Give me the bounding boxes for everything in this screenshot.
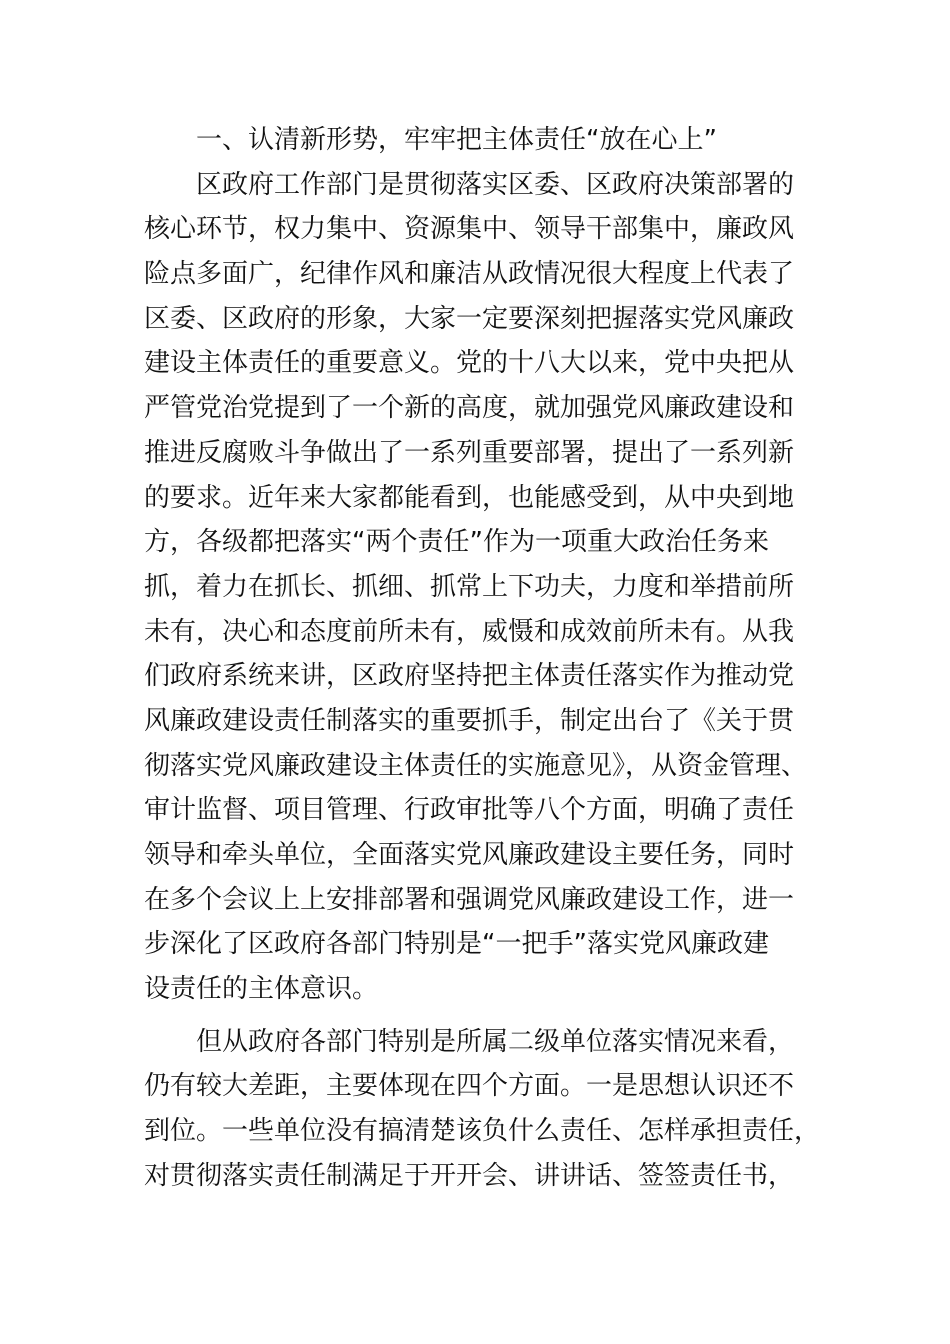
paragraph-line: 设责任的主体意识。 <box>144 974 379 1005</box>
paragraph-line: 领导和牵头单位，全面落实党风廉政建设主要任务，同时 <box>144 840 795 870</box>
paragraph-line: 区政府工作部门是贯彻落实区委、区政府决策部署的 <box>196 169 795 200</box>
paragraph-line: 步深化了区政府各部门特别是“一把手”落实党风廉政建 <box>144 929 769 960</box>
paragraph-line: 彻落实党风廉政建设主体责任的实施意见》，从资金管理、 <box>144 750 808 781</box>
paragraph-line: 未有，决心和态度前所未有，威慑和成效前所未有。从我 <box>144 616 795 647</box>
paragraph-line: 到位。一些单位没有搞清楚该负什么责任、怎样承担责任， <box>144 1116 821 1147</box>
paragraph-line: 区委、区政府的形象，大家一定要深刻把握落实党风廉政 <box>144 303 795 334</box>
paragraph-line: 们政府系统来讲，区政府坚持把主体责任落实作为推动党 <box>144 661 795 692</box>
paragraph-line: 审计监督、项目管理、行政审批等八个方面，明确了责任 <box>144 795 795 826</box>
paragraph-line: 对贯彻落实责任制满足于开开会、讲讲话、签签责任书， <box>144 1160 795 1191</box>
paragraph-line: 在多个会议上上安排部署和强调党风廉政建设工作，进一 <box>144 884 795 915</box>
section-heading: 一、认清新形势，牢牢把主体责任“放在心上” <box>196 125 717 155</box>
paragraph-line: 但从政府各部门特别是所属二级单位落实情况来看， <box>196 1026 795 1057</box>
paragraph-line: 严管党治党提到了一个新的高度，就加强党风廉政建设和 <box>144 393 795 424</box>
paragraph-2 <box>144 1020 824 1199</box>
paragraph-line: 推进反腐败斗争做出了一系列重要部署，提出了一系列新 <box>144 437 795 468</box>
paragraph-line: 风廉政建设责任制落实的重要抓手，制定出台了《关于贯 <box>144 705 795 736</box>
paragraph-line: 核心环节，权力集中、资源集中、领导干部集中，廉政风 <box>144 214 795 245</box>
paragraph-line: 抓，着力在抓长、抓细、抓常上下功夫，力度和举措前所 <box>144 571 795 602</box>
paragraph-line: 方，各级都把落实“两个责任”作为一项重大政治任务来 <box>144 527 769 558</box>
paragraph-line: 的要求。近年来大家都能看到，也能感受到，从中央到地 <box>144 482 795 513</box>
paragraph-1 <box>144 163 824 1012</box>
paragraph-line: 险点多面广，纪律作风和廉洁从政情况很大程度上代表了 <box>144 259 795 290</box>
paragraph-line: 仍有较大差距，主要体现在四个方面。一是思想认识还不 <box>144 1071 795 1102</box>
document-body <box>144 118 824 1199</box>
paragraph-line: 建设主体责任的重要意义。党的十八大以来，党中央把从 <box>144 348 795 379</box>
